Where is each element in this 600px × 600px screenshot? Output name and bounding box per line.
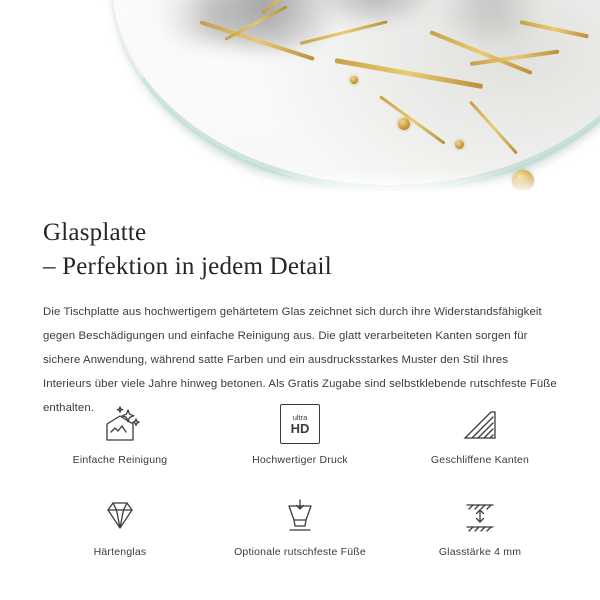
feature-high-quality-print	[210, 400, 390, 466]
polished-edges-icon	[390, 400, 570, 448]
ultra-hd-icon	[210, 400, 390, 448]
text-content	[0, 196, 600, 420]
feature-glass-thickness	[390, 492, 570, 558]
headline-line-1: Glasplatte	[43, 219, 147, 246]
sparkle-cloth-icon	[30, 400, 210, 448]
thickness-gauge-icon	[390, 492, 570, 540]
gold-accent-2	[398, 118, 410, 130]
ultra-hd-badge-bottom: HD	[290, 420, 310, 436]
feature-tempered-glass	[30, 492, 210, 558]
feature-label: Geschliffene Kanten	[430, 454, 530, 466]
diamond-icon	[30, 492, 210, 540]
anti-slip-foot-icon	[210, 492, 390, 540]
feature-easy-cleaning	[30, 400, 210, 466]
feature-label: Optionale rutschfeste Füße	[234, 546, 366, 558]
feature-antislip-feet	[210, 492, 390, 558]
feature-label: Härtenglas	[93, 546, 147, 558]
hero-image	[0, 0, 600, 196]
headline-line-2: – Perfektion in jedem Detail	[43, 253, 332, 280]
gold-accent-3	[455, 140, 464, 149]
feature-polished-edges	[390, 400, 570, 466]
gold-accent-4	[350, 76, 358, 84]
page-title	[43, 216, 600, 284]
hero-bottom-fade	[0, 170, 600, 196]
feature-row-spacer	[30, 466, 570, 492]
feature-label: Einfache Reinigung	[72, 454, 168, 466]
feature-grid	[30, 400, 570, 558]
description-paragraph: Die Tischplatte aus hochwertigem gehärtetem Glas zeichnet sich durch ihre Widerstandsfähigkeit gegen Beschädigungen und einfache Reinigung aus. Die glatt verarbeiteten Kanten sorgen für sichere Anwendung, während satte Farben und ein ausdrucksstarkes Muster den Stil Ihres Interieurs über viele Jahre hinweg betonen. Als Gratis Zugabe sind selbstklebende rutschfeste Füße enthalten.	[43, 306, 557, 414]
feature-row-2	[30, 492, 570, 558]
ultra-hd-badge-top: ultra	[292, 412, 308, 422]
feature-label: Hochwertiger Druck	[252, 454, 348, 466]
feature-row-1	[30, 400, 570, 466]
feature-label: Glasstärke 4 mm	[438, 546, 522, 558]
